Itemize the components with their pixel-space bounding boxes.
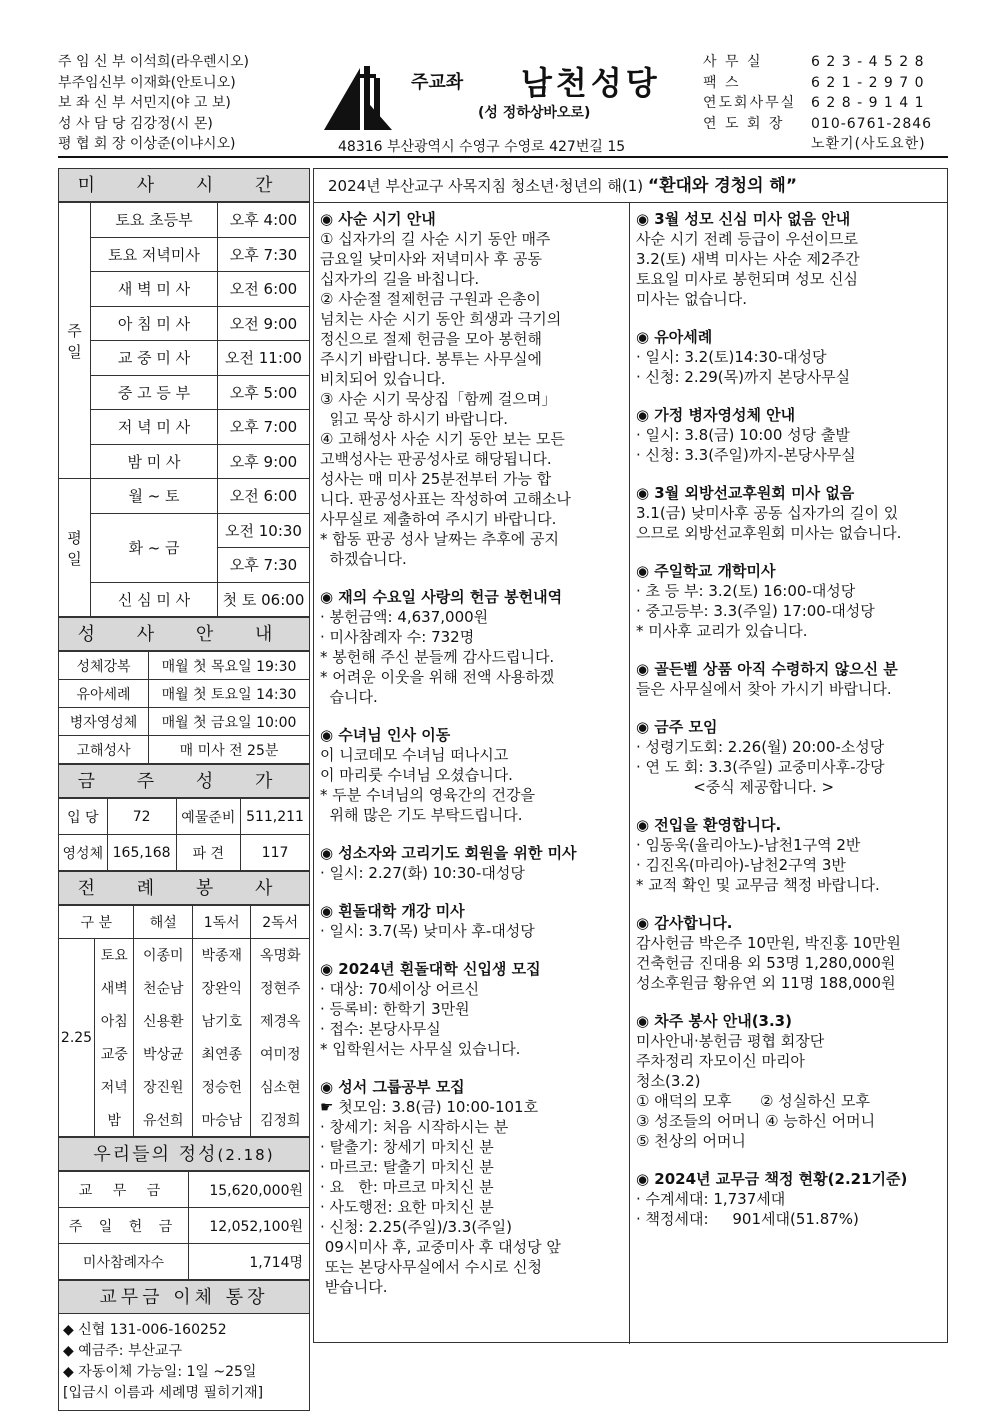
- notice-line: · 요 한: 마르코 마치신 분: [320, 1178, 494, 1196]
- account-box: [58, 1314, 310, 1411]
- notice-line: 주시기 바랍니다. 봉투는 사무실에: [320, 350, 542, 368]
- notice-line: · 신청: 2.25(주일)/3.3(주일): [320, 1218, 513, 1236]
- liturgy-cell: 아침: [95, 1005, 134, 1038]
- mass-name: 저 녁 미 사: [91, 410, 218, 445]
- notice-line: · 일시: 3.8(금) 10:00 성당 출발: [636, 426, 850, 444]
- parish-name: [403, 58, 723, 102]
- notice-block: [636, 209, 940, 309]
- mass-name: 화 ~ 금: [91, 513, 218, 582]
- mass-time: 오전 6:00: [218, 272, 310, 307]
- liturgy-cell: 토요: [95, 939, 134, 972]
- notices-column-right: [632, 209, 944, 1247]
- notice-heading: ◉ 2024년 교무금 책정 현황(2.21기준): [636, 1170, 908, 1188]
- notice-line: 건축헌금 진대용 외 53명 1,280,000원: [636, 954, 896, 972]
- notice-line: * 입학원서는 사무실 있습니다.: [320, 1040, 521, 1058]
- hymns-table: [58, 798, 310, 871]
- hymn-number: 72: [107, 799, 176, 835]
- hymn-number: 165,168: [107, 835, 176, 871]
- mass-name: 월 ~ 토: [91, 479, 218, 514]
- notice-line: ☛ 첫모임: 3.8(금) 10:00-101호: [320, 1098, 539, 1116]
- header-divider: [58, 156, 948, 158]
- liturgy-cell: 새벽: [95, 972, 134, 1005]
- sacrament-time: 매월 첫 금요일 10:00: [149, 708, 310, 736]
- notice-heading: ◉ 재의 수요일 사랑의 헌금 봉헌내역: [320, 588, 563, 606]
- notice-block: [320, 959, 624, 1059]
- offering-name: 교 무 금: [59, 1172, 189, 1208]
- notice-block: [636, 815, 940, 895]
- liturgy-cell: 최연종: [192, 1038, 251, 1071]
- liturgy-cell: 박종재: [192, 939, 251, 972]
- notice-line: * 봉헌해 주신 분들께 감사드립니다.: [320, 648, 555, 666]
- liturgy-header: 1독서: [192, 906, 251, 939]
- hymn-label: 영성체: [59, 835, 108, 871]
- account-line: ◆ 예금주: 부산교구: [63, 1343, 183, 1359]
- liturgy-cell: 유선희: [134, 1104, 193, 1137]
- pastoral-theme: [314, 169, 947, 203]
- notice-line: · 일시: 3.7(목) 낮미사 후-대성당: [320, 922, 535, 940]
- notice-line: 이 니코데모 수녀님 떠나시고: [320, 746, 509, 764]
- notice-heading: ◉ 유아세례: [636, 328, 713, 346]
- liturgy-cell: 박상균: [134, 1038, 193, 1071]
- notice-line: 미사는 없습니다.: [636, 290, 747, 308]
- liturgy-heading: 전 례 봉 사: [58, 871, 310, 905]
- notice-line: * 미사후 교리가 있습니다.: [636, 622, 808, 640]
- mass-name: 신 심 미 사: [91, 582, 218, 617]
- contact-row: 사 무 실 6 2 3 - 4 5 2 8: [703, 54, 925, 70]
- liturgy-cell: 심소현: [251, 1071, 310, 1104]
- notice-line: * 교적 확인 및 교무금 책정 바랍니다.: [636, 876, 880, 894]
- contact-row: 노환기(사도요한): [811, 136, 926, 152]
- notice-line: · 신청: 3.3(주일)까지-본당사무실: [636, 446, 856, 464]
- notice-block: [320, 1077, 624, 1297]
- mass-time: 오전 10:30: [218, 513, 310, 548]
- theme-slogan: “환대와 경청의 해”: [647, 176, 798, 196]
- notice-line: 위해 많은 기도 부탁드립니다.: [320, 806, 523, 824]
- notice-heading: ◉ 성소자와 고리기도 회원을 위한 미사: [320, 844, 577, 862]
- notice-line: 비치되어 있습니다.: [320, 370, 446, 388]
- mass-time: 오후 4:00: [218, 203, 310, 238]
- mass-name: 교 중 미 사: [91, 341, 218, 376]
- notice-heading: ◉ 차주 봉사 안내(3.3): [636, 1012, 792, 1030]
- account-line: [입금시 이름과 세례명 필히기재]: [63, 1385, 264, 1401]
- column-divider: [629, 203, 630, 1344]
- notice-block: [320, 901, 624, 941]
- mass-name: 토요 초등부: [91, 203, 218, 238]
- notice-block: [636, 717, 940, 797]
- notice-line: 성소후원금 황유연 외 11명 188,000원: [636, 974, 896, 992]
- brand-prefix: 주교좌: [411, 72, 464, 93]
- notice-heading: ◉ 사순 시기 안내: [320, 210, 436, 228]
- hymn-label: 입 당: [59, 799, 108, 835]
- sacrament-time: 매 미사 전 25분: [149, 736, 310, 764]
- sacrament-table: [58, 651, 310, 764]
- offering-value: 1,714명: [189, 1244, 310, 1280]
- notice-line: 들은 사무실에서 찾아 가시기 바랍니다.: [636, 680, 892, 698]
- mass-name: 아 침 미 사: [91, 306, 218, 341]
- account-line: ◆ 자동이체 가능일: 1일 ~25일: [63, 1364, 257, 1380]
- mass-time: 오후 7:30: [218, 237, 310, 272]
- notice-block: [636, 659, 940, 699]
- notice-block: [636, 561, 940, 641]
- hymn-label: 파 견: [176, 835, 240, 871]
- brand-title: 남천성당: [521, 64, 661, 102]
- notice-heading: ◉ 흰돌대학 개강 미사: [320, 902, 465, 920]
- liturgy-cell: 여미정: [251, 1038, 310, 1071]
- notice-line: 사무실로 제출하여 주시기 바랍니다.: [320, 510, 557, 528]
- liturgy-cell: 정현주: [251, 972, 310, 1005]
- notice-block: [320, 725, 624, 825]
- notice-line: 감사헌금 박은주 10만원, 박진홍 10만원: [636, 934, 901, 952]
- notice-heading: ◉ 3월 성모 신심 미사 없음 안내: [636, 210, 851, 228]
- mass-name: 중 고 등 부: [91, 375, 218, 410]
- sunday-label: 주 일: [59, 203, 91, 479]
- church-logo-icon: [320, 58, 392, 134]
- offering-value: 12,052,100원: [189, 1208, 310, 1244]
- notice-line: · 창세기: 처음 시작하시는 분: [320, 1118, 509, 1136]
- sacrament-name: 유아세례: [59, 680, 149, 708]
- notice-line: · 접수: 본당사무실: [320, 1020, 441, 1038]
- staff-line: 주 임 신 부 이석희(라우렌시오): [58, 54, 250, 70]
- notice-line: ⑤ 천상의 어머니: [636, 1132, 746, 1150]
- mass-time: 오전 9:00: [218, 306, 310, 341]
- staff-line: 성 사 담 당 김강정(시 몬): [58, 115, 213, 132]
- contact-list: [703, 52, 948, 155]
- staff-line: 보 좌 신 부 서민지(야 고 보): [58, 95, 231, 111]
- notice-line: · 수계세대: 1,737세대: [636, 1190, 786, 1208]
- notice-line: 니다. 판공성사표는 작성하여 고해소나: [320, 490, 571, 508]
- notice-line: ① 십자가의 길 사순 시기 동안 매주: [320, 230, 551, 248]
- hymns-heading: 금 주 성 가: [58, 764, 310, 798]
- notice-block: [636, 1011, 940, 1151]
- contact-row: 연 도 회 장 010-6761-2846: [703, 115, 933, 132]
- liturgy-header: 2독서: [251, 906, 310, 939]
- mass-name: 토요 저녁미사: [91, 237, 218, 272]
- notice-line: · 중고등부: 3.3(주일) 17:00-대성당: [636, 602, 875, 620]
- notice-line: ③ 사순 시기 묵상집「함께 걸으며」: [320, 390, 557, 408]
- notice-block: [636, 483, 940, 543]
- sacrament-time: 매월 첫 목요일 19:30: [149, 652, 310, 680]
- notice-line: 주차정리 자모이신 마리아: [636, 1052, 805, 1070]
- notice-heading: ◉ 전입을 환영합니다.: [636, 816, 782, 834]
- notice-line: · 등록비: 한학기 3만원: [320, 1000, 470, 1018]
- offering-name: 미사참례자수: [59, 1244, 189, 1280]
- contact-row: 팩 스 6 2 1 - 2 9 7 0: [703, 74, 925, 91]
- patron-saint: (성 정하상바오로): [478, 105, 591, 121]
- notice-line: · 일시: 3.2(토)14:30-대성당: [636, 348, 827, 366]
- notice-line: · 봉헌금액: 4,637,000원: [320, 608, 489, 626]
- notice-line: 성사는 매 미사 25분전부터 가능 합: [320, 470, 552, 488]
- notice-line: · 마르코: 탈출기 마치신 분: [320, 1158, 494, 1176]
- hymn-number: 117: [241, 835, 310, 871]
- notice-heading: ◉ 2024년 흰돌대학 신입생 모집: [320, 960, 541, 978]
- notice-block: [636, 327, 940, 387]
- notice-line: 십자가의 길을 바칩니다.: [320, 270, 480, 288]
- notice-line: · 탈출기: 창세기 마치신 분: [320, 1138, 494, 1156]
- mass-time: 오후 9:00: [218, 444, 310, 479]
- theme-prefix: 2024년 부산교구 사목지침 청소년·청년의 해(1): [328, 177, 644, 195]
- staff-line: 평 협 회 장 이상준(이냐시오): [58, 136, 236, 152]
- notice-line: ① 애덕의 모후 ② 성실하신 모후: [636, 1092, 870, 1110]
- mass-time: 오전 11:00: [218, 341, 310, 376]
- sacrament-heading: 성 사 안 내: [58, 617, 310, 651]
- account-heading: 교무금 이체 통장: [58, 1280, 310, 1314]
- weekday-label: 평 일: [59, 479, 91, 617]
- notice-line: 하겠습니다.: [320, 550, 407, 568]
- notice-line: · 사도행전: 요한 마치신 분: [320, 1198, 494, 1216]
- mass-name: 밤 미 사: [91, 444, 218, 479]
- notice-line: 토요일 미사로 봉헌되며 성모 신심: [636, 270, 858, 288]
- hymn-label: 예물준비: [176, 799, 240, 835]
- mass-time: 오후 7:30: [218, 548, 310, 583]
- offering-date: (2.18): [217, 1146, 275, 1164]
- notice-line: 정신으로 절제 헌금을 모아 봉헌해: [320, 330, 542, 348]
- notice-line: <중식 제공합니다. >: [636, 778, 835, 796]
- liturgy-cell: 김정희: [251, 1104, 310, 1137]
- offering-table: [58, 1171, 310, 1280]
- notice-line: * 합동 판공 성사 날짜는 추후에 공지: [320, 530, 559, 548]
- address: 48316 부산광역시 수영구 수영로 427번길 15: [338, 139, 626, 155]
- notices-panel: [313, 168, 948, 1343]
- notice-line: 받습니다.: [320, 1278, 388, 1296]
- liturgy-header: 구 분: [59, 906, 134, 939]
- notice-heading: ◉ 수녀님 인사 이동: [320, 726, 451, 744]
- header: [58, 52, 948, 156]
- notice-line: 넘치는 사순 시기 동안 희생과 극기의: [320, 310, 562, 328]
- liturgy-cell: 천순남: [134, 972, 193, 1005]
- liturgy-cell: 신용환: [134, 1005, 193, 1038]
- offering-value: 15,620,000원: [189, 1172, 310, 1208]
- liturgy-cell: 저녁: [95, 1071, 134, 1104]
- notice-line: · 대상: 70세이상 어르신: [320, 980, 480, 998]
- mass-times-table: [58, 202, 310, 617]
- notice-block: [320, 843, 624, 883]
- notice-heading: ◉ 가정 병자영성체 안내: [636, 406, 796, 424]
- notice-line: · 임동욱(율리아노)-남천1구역 2반: [636, 836, 861, 854]
- offering-title: 우리들의 정성: [93, 1144, 218, 1165]
- mass-time: 오후 5:00: [218, 375, 310, 410]
- notice-heading: ◉ 금주 모임: [636, 718, 718, 736]
- liturgy-cell: 이종미: [134, 939, 193, 972]
- notice-line: ④ 고해성사 사순 시기 동안 보는 모든: [320, 430, 565, 448]
- notice-line: * 두분 수녀님의 영육간의 건강을: [320, 786, 535, 804]
- liturgy-cell: 옥명화: [251, 939, 310, 972]
- notice-block: [636, 405, 940, 465]
- mass-time: 첫 토 06:00: [218, 582, 310, 617]
- liturgy-cell: 남기호: [192, 1005, 251, 1038]
- notice-line: 읽고 묵상 하시기 바랍니다.: [320, 410, 508, 428]
- notice-line: · 미사참례자 수: 732명: [320, 628, 475, 646]
- liturgy-cell: 교중: [95, 1038, 134, 1071]
- staff-line: 부주임신부 이재화(안토니오): [58, 74, 236, 91]
- notice-line: 금요일 낮미사와 저녁미사 후 공동: [320, 250, 542, 268]
- notice-line: · 성령기도회: 2.26(월) 20:00-소성당: [636, 738, 885, 756]
- sacrament-name: 병자영성체: [59, 708, 149, 736]
- notice-line: 미사안내·봉헌금 평협 회장단: [636, 1032, 825, 1050]
- notice-line: · 김진옥(마리아)-남천2구역 3반: [636, 856, 846, 874]
- staff-list: [58, 52, 318, 155]
- notice-line: ③ 성조들의 어머니 ④ 능하신 어머니: [636, 1112, 876, 1130]
- notice-line: 으므로 외방선교후원회 미사는 없습니다.: [636, 524, 902, 542]
- liturgy-cell: 장완익: [192, 972, 251, 1005]
- notice-line: 이 마리룻 수녀님 오셨습니다.: [320, 766, 513, 784]
- liturgy-cell: 마승남: [192, 1104, 251, 1137]
- liturgy-header: 해설: [134, 906, 193, 939]
- notice-block: [636, 1169, 940, 1229]
- notices-column-left: [316, 209, 628, 1315]
- sacrament-time: 매월 첫 토요일 14:30: [149, 680, 310, 708]
- liturgy-date: 2.25: [59, 939, 95, 1137]
- mass-times-heading: 미 사 시 간: [58, 168, 310, 202]
- notice-heading: ◉ 3월 외방선교후원회 미사 없음: [636, 484, 855, 502]
- liturgy-table: [58, 905, 310, 1137]
- notice-line: 또는 본당사무실에서 수시로 신청: [320, 1258, 542, 1276]
- mass-time: 오전 6:00: [218, 479, 310, 514]
- mass-name: 새 벽 미 사: [91, 272, 218, 307]
- notice-line: 3.1(금) 낮미사후 공동 십자가의 길이 있: [636, 504, 899, 522]
- mass-time: 오후 7:00: [218, 410, 310, 445]
- liturgy-cell: 정승헌: [192, 1071, 251, 1104]
- liturgy-cell: 제경옥: [251, 1005, 310, 1038]
- notice-heading: ◉ 골든벨 상품 아직 수령하지 않으신 분: [636, 660, 898, 678]
- notice-line: · 연 도 회: 3.3(주일) 교중미사후-강당: [636, 758, 885, 776]
- notice-line: · 신청: 2.29(목)까지 본당사무실: [636, 368, 851, 386]
- notice-line: 습니다.: [320, 688, 378, 706]
- notice-line: 3.2(토) 새벽 미사는 사순 제2주간: [636, 250, 860, 268]
- liturgy-cell: 장진원: [134, 1071, 193, 1104]
- notice-block: [320, 587, 624, 707]
- notice-line: 청소(3.2): [636, 1072, 701, 1090]
- offering-heading: [58, 1137, 310, 1171]
- notice-block: [636, 913, 940, 993]
- notice-line: 고백성사는 판공성사로 해당됩니다.: [320, 450, 552, 468]
- notice-line: 09시미사 후, 교중미사 후 대성당 앞: [320, 1238, 561, 1256]
- bulletin-page: [58, 52, 948, 1401]
- notice-line: · 초 등 부: 3.2(토) 16:00-대성당: [636, 582, 856, 600]
- notice-block: [320, 209, 624, 569]
- contact-row: 연도회사무실 6 2 8 - 9 1 4 1: [703, 95, 925, 111]
- notice-line: ② 사순절 절제헌금 구원과 은총이: [320, 290, 541, 308]
- notice-line: · 책정세대: 901세대(51.87%): [636, 1210, 859, 1228]
- hymn-number: 511,211: [241, 799, 310, 835]
- notice-line: 사순 시기 전례 등급이 우선이므로: [636, 230, 858, 248]
- notice-line: * 어려운 이웃을 위해 전액 사용하겠: [320, 668, 555, 686]
- notice-heading: ◉ 성서 그룹공부 모집: [320, 1078, 465, 1096]
- notice-line: · 일시: 2.27(화) 10:30-대성당: [320, 864, 525, 882]
- left-sidebar: [58, 168, 310, 1411]
- sacrament-name: 성체강복: [59, 652, 149, 680]
- offering-name: 주 일 헌 금: [59, 1208, 189, 1244]
- notice-heading: ◉ 주일학교 개학미사: [636, 562, 776, 580]
- sacrament-name: 고해성사: [59, 736, 149, 764]
- notice-heading: ◉ 감사합니다.: [636, 914, 733, 932]
- account-line: ◆ 신협 131-006-160252: [63, 1322, 227, 1338]
- liturgy-cell: 밤: [95, 1104, 134, 1137]
